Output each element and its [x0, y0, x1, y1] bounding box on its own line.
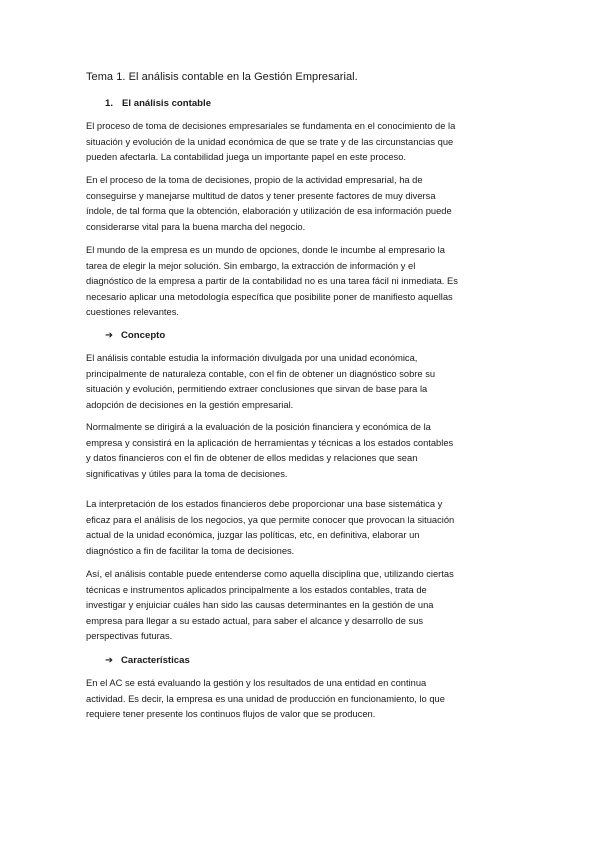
- text-line: diagnóstico a fin de facilitar la toma de decisiones.: [86, 545, 295, 556]
- text-line: y datos financieros con el fin de obtener de ellos medidas y relaciones que sean: [86, 453, 418, 464]
- subheading-text: Características: [121, 655, 190, 666]
- text-line: El análisis contable estudia la información divulgada por una unidad económica,: [86, 353, 418, 363]
- text-line: índole, de tal forma que la obtención, elaboración y utilización de esa información puede: [86, 206, 452, 217]
- text-line: Así, el análisis contable puede entenderse como aquella disciplina que, utilizando ciertas: [86, 569, 454, 579]
- section-heading-text: El análisis contable: [122, 98, 212, 109]
- section-heading-analisis-contable: [105, 98, 211, 109]
- paragraph: [86, 119, 514, 166]
- text-line: En el proceso de la toma de decisiones, propio de la actividad empresarial, ha de: [86, 175, 423, 185]
- text-line: considerarse vital para la buena marcha del negocio.: [86, 221, 306, 232]
- text-line: significativas y útiles para la toma de decisiones.: [86, 468, 288, 479]
- subheading-caracteristicas: [105, 655, 190, 666]
- text-line: eficaz para el análisis de los negocios, ya que permite conocer que provocan la situación: [86, 514, 455, 525]
- text-line: actual de la unidad económica, juzgar las políticas, etc, en definitiva, elaborar un: [86, 530, 420, 541]
- text-line: El proceso de toma de decisiones empresariales se fundamenta en el conocimiento de la: [86, 121, 456, 131]
- text-line: investigar y enjuiciar cuáles han sido las causas determinantes en la gestión de una: [86, 600, 434, 611]
- text-line: La interpretación de los estados financieros debe proporcionar una base sistemática y: [86, 499, 443, 509]
- paragraph: [86, 676, 514, 723]
- arrow-right-icon: ➔: [105, 330, 114, 341]
- paragraph: [86, 420, 514, 482]
- arrow-right-icon: ➔: [105, 655, 114, 666]
- paragraph: [86, 351, 514, 413]
- text-line: actividad. Es decir, la empresa es una unidad de producción en funcionamiento, lo que: [86, 693, 445, 704]
- text-line: situación y evolución, permitiendo extraer conclusiones que sirvan de base para la: [86, 384, 428, 395]
- text-line: necesario aplicar una metodología específica que posibilite poner de manifiesto aquellas: [86, 291, 453, 302]
- section-number: 1.: [105, 98, 114, 109]
- text-line: El mundo de la empresa es un mundo de opciones, donde le incumbe al empresario la: [86, 245, 445, 255]
- text-line: principalmente de naturaleza contable, con el fin de obtener un diagnóstico sobre su: [86, 368, 436, 379]
- text-line: empresa y consistirá en la aplicación de herramientas y técnicas a los estados contables: [86, 437, 454, 448]
- paragraph: [86, 243, 514, 321]
- paragraph: [86, 497, 514, 559]
- text-line: empresa para llegar a su estado actual, para saber el alcance y desarrollo de sus: [86, 615, 424, 626]
- text-line: pueden afectarla. La contabilidad juega un importante papel en este proceso.: [86, 152, 406, 163]
- text-line: requiere tener presente los continuos flujos de valor que se producen.: [86, 709, 376, 720]
- text-line: situación y evolución de la unidad económica de que se trate y de las circunstancias que: [86, 136, 454, 147]
- text-line: conseguirse y manejarse multitud de datos y tener presente factores de muy diversa: [86, 190, 436, 201]
- text-line: técnicas e instrumentos aplicados principalmente a los estados contables, trata de: [86, 584, 427, 595]
- text-line: tarea de elegir la mejor solución. Sin embargo, la extracción de información y el: [86, 260, 416, 271]
- paragraph: [86, 173, 514, 235]
- document-title: Tema 1. El análisis contable en la Gestión Empresarial.: [86, 71, 358, 83]
- subheading-text: Concepto: [121, 330, 166, 341]
- text-line: Normalmente se dirigirá a la evaluación de la posición financiera y económica de la: [86, 422, 431, 432]
- paragraph: [86, 567, 514, 645]
- text-line: diagnóstico de la empresa a partir de la contabilidad no es una tarea fácil ni inmediata. Es: [86, 276, 458, 287]
- text-line: perspectivas futuras.: [86, 631, 173, 642]
- text-line: cuestiones relevantes.: [86, 307, 179, 318]
- subheading-concepto: [105, 330, 165, 341]
- text-line: adopción de decisiones en la gestión empresarial.: [86, 399, 294, 410]
- text-line: En el AC se está evaluando la gestión y los resultados de una entidad en continua: [86, 678, 427, 688]
